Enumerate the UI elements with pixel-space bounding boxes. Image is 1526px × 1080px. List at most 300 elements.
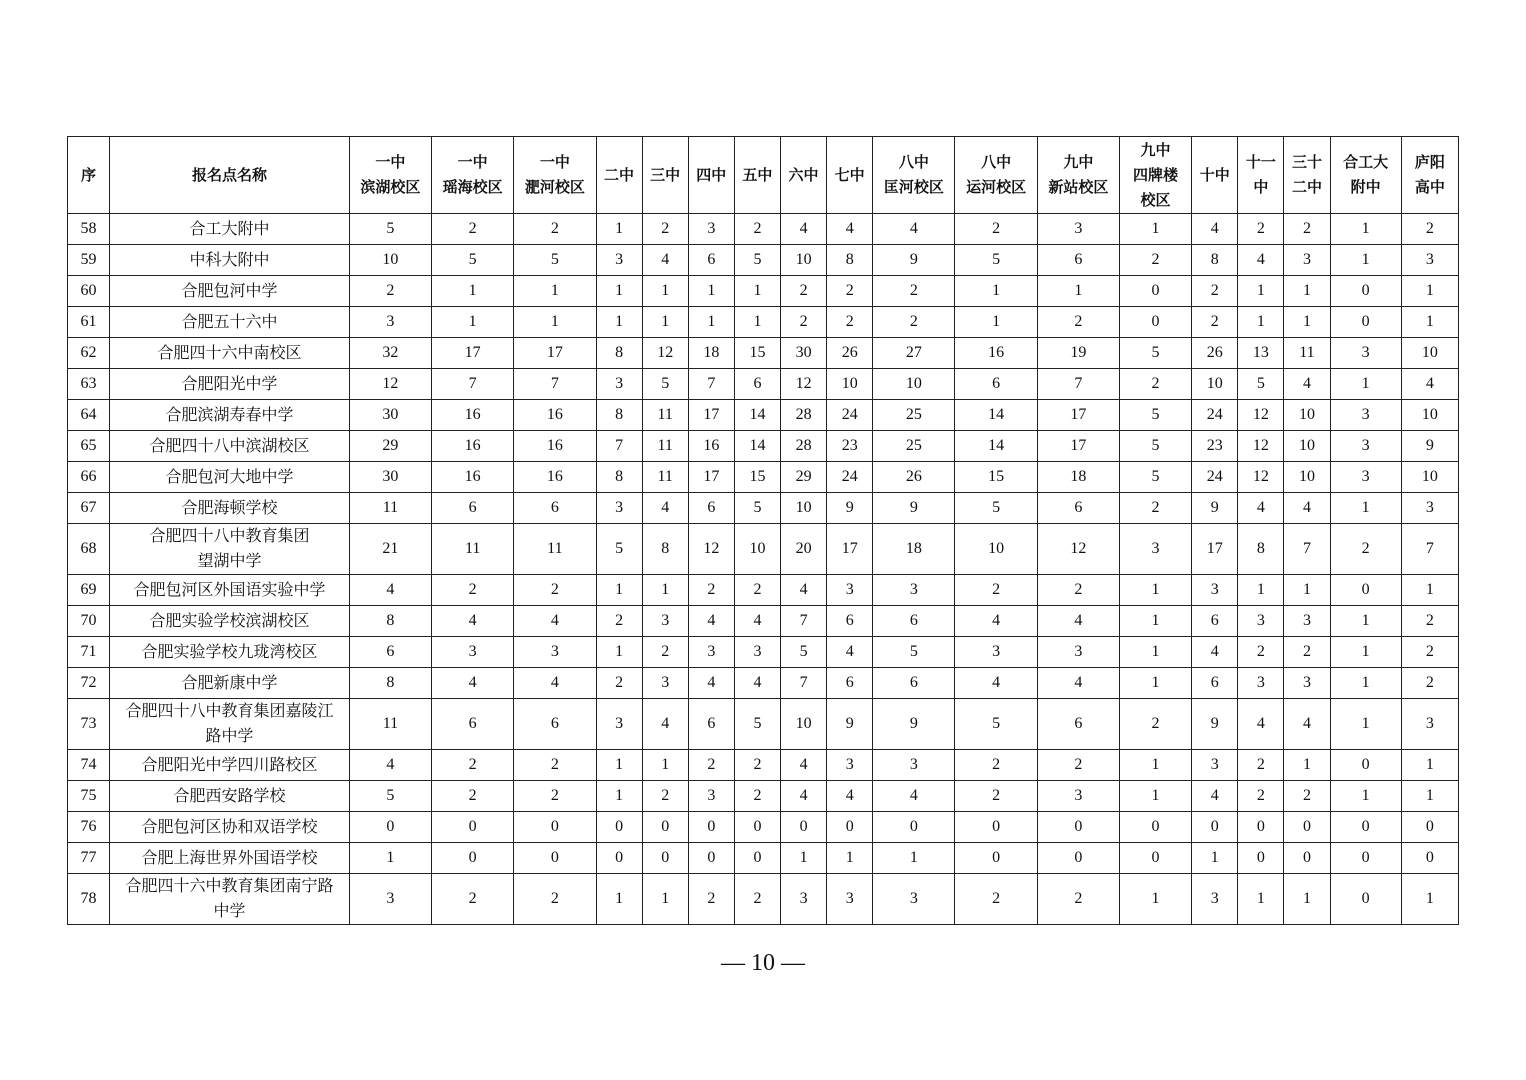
quota-cell: 24	[1192, 462, 1238, 493]
table-row	[68, 400, 1459, 431]
quota-cell: 0	[1330, 575, 1401, 606]
quota-cell: 3	[514, 637, 596, 668]
quota-cell: 5	[781, 637, 827, 668]
quota-cell: 2	[688, 750, 734, 781]
quota-cell: 2	[688, 575, 734, 606]
quota-cell: 2	[955, 214, 1037, 245]
quota-cell: 1	[1401, 307, 1458, 338]
quota-cell: 3	[1401, 699, 1458, 750]
quota-cell: 11	[349, 699, 431, 750]
quota-cell: 1	[1330, 369, 1401, 400]
quota-cell: 2	[596, 668, 642, 699]
table-row	[68, 843, 1459, 874]
quota-cell: 11	[432, 524, 514, 575]
site-name-cell: 合肥四十八中教育集团 望湖中学	[110, 524, 350, 575]
quota-cell: 1	[1330, 214, 1401, 245]
quota-cell: 3	[955, 637, 1037, 668]
quota-cell: 11	[642, 431, 688, 462]
quota-cell: 0	[1330, 812, 1401, 843]
quota-cell: 2	[955, 874, 1037, 925]
table-row	[68, 338, 1459, 369]
quota-cell: 1	[596, 575, 642, 606]
site-name-cell: 合肥四十六中南校区	[110, 338, 350, 369]
quota-cell: 6	[1037, 245, 1119, 276]
quota-cell: 4	[1238, 245, 1284, 276]
quota-cell: 4	[955, 668, 1037, 699]
quota-cell: 32	[349, 338, 431, 369]
quota-cell: 4	[734, 606, 780, 637]
quota-cell: 4	[827, 781, 873, 812]
quota-cell: 17	[1192, 524, 1238, 575]
quota-cell: 0	[734, 843, 780, 874]
quota-cell: 3	[827, 575, 873, 606]
quota-cell: 2	[349, 276, 431, 307]
quota-cell: 12	[642, 338, 688, 369]
quota-cell: 16	[432, 431, 514, 462]
quota-cell: 3	[873, 750, 955, 781]
header-school: 五中	[734, 137, 780, 214]
quota-cell: 10	[1284, 400, 1330, 431]
quota-cell: 25	[873, 431, 955, 462]
quota-cell: 15	[734, 338, 780, 369]
quota-cell: 14	[734, 400, 780, 431]
quota-cell: 2	[642, 781, 688, 812]
quota-cell: 10	[1401, 462, 1458, 493]
quota-cell: 17	[827, 524, 873, 575]
row-index-cell: 73	[68, 699, 110, 750]
quota-cell: 7	[781, 606, 827, 637]
quota-cell: 3	[1330, 462, 1401, 493]
quota-cell: 7	[688, 369, 734, 400]
quota-cell: 3	[596, 369, 642, 400]
quota-cell: 28	[781, 400, 827, 431]
row-index-cell: 72	[68, 668, 110, 699]
quota-cell: 1	[1238, 276, 1284, 307]
quota-cell: 0	[1330, 307, 1401, 338]
quota-cell: 4	[1284, 369, 1330, 400]
quota-cell: 1	[596, 307, 642, 338]
quota-cell: 1	[734, 276, 780, 307]
quota-cell: 12	[1238, 431, 1284, 462]
quota-cell: 2	[1192, 276, 1238, 307]
row-index-cell: 61	[68, 307, 110, 338]
quota-cell: 10	[781, 245, 827, 276]
quota-cell: 6	[1192, 606, 1238, 637]
quota-cell: 1	[1284, 575, 1330, 606]
table-row	[68, 668, 1459, 699]
quota-cell: 2	[734, 781, 780, 812]
quota-cell: 1	[1401, 874, 1458, 925]
quota-cell: 2	[734, 874, 780, 925]
header-school: 一中 淝河校区	[514, 137, 596, 214]
quota-cell: 6	[514, 493, 596, 524]
header-school: 十中	[1192, 137, 1238, 214]
quota-cell: 3	[827, 874, 873, 925]
quota-cell: 2	[596, 606, 642, 637]
site-name-cell: 合肥包河中学	[110, 276, 350, 307]
site-name-cell: 合肥西安路学校	[110, 781, 350, 812]
row-index-cell: 70	[68, 606, 110, 637]
quota-cell: 8	[349, 668, 431, 699]
quota-cell: 9	[1401, 431, 1458, 462]
quota-cell: 2	[642, 214, 688, 245]
quota-cell: 16	[688, 431, 734, 462]
quota-cell: 2	[734, 214, 780, 245]
site-name-cell: 合肥五十六中	[110, 307, 350, 338]
quota-cell: 2	[1284, 781, 1330, 812]
quota-cell: 0	[1037, 812, 1119, 843]
quota-cell: 3	[349, 874, 431, 925]
header-school: 一中 瑶海校区	[432, 137, 514, 214]
header-school: 庐阳 高中	[1401, 137, 1458, 214]
table-row	[68, 606, 1459, 637]
quota-cell: 1	[596, 276, 642, 307]
quota-cell: 17	[432, 338, 514, 369]
quota-cell: 12	[1238, 462, 1284, 493]
quota-cell: 11	[1284, 338, 1330, 369]
table-row	[68, 462, 1459, 493]
table-row	[68, 812, 1459, 843]
quota-cell: 18	[1037, 462, 1119, 493]
quota-cell: 0	[514, 812, 596, 843]
quota-cell: 1	[1284, 307, 1330, 338]
quota-cell: 4	[1284, 699, 1330, 750]
quota-cell: 3	[1037, 781, 1119, 812]
quota-cell: 15	[734, 462, 780, 493]
quota-cell: 2	[955, 781, 1037, 812]
quota-cell: 5	[873, 637, 955, 668]
quota-cell: 8	[596, 400, 642, 431]
quota-cell: 24	[827, 400, 873, 431]
quota-cell: 5	[734, 245, 780, 276]
quota-cell: 4	[734, 668, 780, 699]
quota-cell: 3	[596, 699, 642, 750]
quota-cell: 26	[1192, 338, 1238, 369]
quota-cell: 6	[432, 699, 514, 750]
quota-cell: 4	[1238, 493, 1284, 524]
quota-cell: 1	[642, 874, 688, 925]
quota-cell: 2	[514, 781, 596, 812]
quota-cell: 2	[1119, 369, 1191, 400]
quota-cell: 2	[873, 276, 955, 307]
quota-cell: 14	[734, 431, 780, 462]
quota-cell: 6	[827, 606, 873, 637]
quota-cell: 5	[349, 781, 431, 812]
page-number: — 10 —	[721, 950, 805, 976]
header-school: 九中 新站校区	[1037, 137, 1119, 214]
quota-cell: 5	[596, 524, 642, 575]
quota-cell: 7	[596, 431, 642, 462]
quota-cell: 2	[432, 575, 514, 606]
row-index-cell: 69	[68, 575, 110, 606]
quota-cell: 18	[873, 524, 955, 575]
quota-cell: 1	[1238, 575, 1284, 606]
quota-cell: 0	[1330, 874, 1401, 925]
quota-cell: 1	[1119, 874, 1191, 925]
table-row	[68, 874, 1459, 925]
quota-cell: 4	[781, 575, 827, 606]
quota-cell: 5	[1119, 400, 1191, 431]
quota-cell: 1	[1330, 781, 1401, 812]
quota-cell: 6	[688, 245, 734, 276]
table-row	[68, 575, 1459, 606]
quota-cell: 0	[642, 812, 688, 843]
quota-table	[67, 136, 1459, 925]
quota-cell: 3	[1192, 575, 1238, 606]
quota-cell: 0	[734, 812, 780, 843]
quota-cell: 10	[873, 369, 955, 400]
quota-cell: 2	[432, 874, 514, 925]
quota-cell: 4	[1192, 781, 1238, 812]
quota-cell: 5	[432, 245, 514, 276]
quota-cell: 1	[1330, 606, 1401, 637]
quota-cell: 1	[873, 843, 955, 874]
quota-cell: 1	[1119, 781, 1191, 812]
site-name-cell: 合肥实验学校九珑湾校区	[110, 637, 350, 668]
quota-cell: 2	[1119, 245, 1191, 276]
quota-cell: 0	[1192, 812, 1238, 843]
quota-cell: 4	[432, 606, 514, 637]
quota-cell: 2	[514, 214, 596, 245]
quota-cell: 12	[688, 524, 734, 575]
quota-cell: 25	[873, 400, 955, 431]
quota-cell: 3	[349, 307, 431, 338]
quota-cell: 1	[642, 575, 688, 606]
quota-cell: 4	[688, 606, 734, 637]
quota-cell: 8	[827, 245, 873, 276]
quota-cell: 4	[781, 781, 827, 812]
quota-cell: 9	[827, 699, 873, 750]
quota-cell: 3	[596, 493, 642, 524]
quota-cell: 5	[514, 245, 596, 276]
quota-cell: 11	[514, 524, 596, 575]
quota-cell: 3	[1238, 668, 1284, 699]
quota-cell: 3	[1192, 874, 1238, 925]
quota-cell: 2	[1037, 575, 1119, 606]
quota-cell: 3	[1192, 750, 1238, 781]
quota-cell: 4	[1238, 699, 1284, 750]
table-row	[68, 524, 1459, 575]
quota-cell: 18	[688, 338, 734, 369]
header-school: 三十 二中	[1284, 137, 1330, 214]
table-row	[68, 781, 1459, 812]
table-row	[68, 493, 1459, 524]
quota-cell: 4	[432, 668, 514, 699]
quota-cell: 2	[432, 781, 514, 812]
quota-cell: 4	[642, 493, 688, 524]
quota-cell: 7	[781, 668, 827, 699]
quota-cell: 0	[642, 843, 688, 874]
quota-cell: 11	[642, 462, 688, 493]
row-index-cell: 78	[68, 874, 110, 925]
quota-cell: 27	[873, 338, 955, 369]
quota-cell: 5	[955, 699, 1037, 750]
quota-cell: 11	[349, 493, 431, 524]
quota-cell: 2	[1037, 750, 1119, 781]
quota-cell: 3	[1401, 245, 1458, 276]
header-school: 四中	[688, 137, 734, 214]
quota-cell: 0	[1330, 843, 1401, 874]
quota-cell: 4	[642, 245, 688, 276]
quota-cell: 0	[596, 843, 642, 874]
quota-cell: 4	[642, 699, 688, 750]
row-index-cell: 76	[68, 812, 110, 843]
quota-cell: 24	[1192, 400, 1238, 431]
quota-cell: 3	[1330, 431, 1401, 462]
quota-cell: 0	[1037, 843, 1119, 874]
quota-cell: 1	[1119, 575, 1191, 606]
table-row	[68, 276, 1459, 307]
quota-cell: 21	[349, 524, 431, 575]
header-school: 八中 运河校区	[955, 137, 1037, 214]
quota-cell: 1	[1330, 245, 1401, 276]
quota-cell: 4	[1192, 214, 1238, 245]
quota-cell: 1	[827, 843, 873, 874]
quota-cell: 16	[432, 400, 514, 431]
header-school: 九中 四牌楼 校区	[1119, 137, 1191, 214]
quota-cell: 6	[688, 699, 734, 750]
quota-cell: 0	[1119, 843, 1191, 874]
quota-cell: 2	[1238, 637, 1284, 668]
row-index-cell: 68	[68, 524, 110, 575]
quota-cell: 2	[1401, 214, 1458, 245]
quota-cell: 17	[1037, 400, 1119, 431]
row-index-cell: 62	[68, 338, 110, 369]
quota-cell: 23	[1192, 431, 1238, 462]
site-name-cell: 合肥包河区协和双语学校	[110, 812, 350, 843]
quota-cell: 1	[642, 276, 688, 307]
quota-cell: 2	[734, 575, 780, 606]
quota-cell: 1	[596, 214, 642, 245]
header-school: 三中	[642, 137, 688, 214]
quota-cell: 2	[827, 276, 873, 307]
quota-cell: 2	[514, 575, 596, 606]
header-school: 八中 匡河校区	[873, 137, 955, 214]
quota-cell: 10	[1401, 338, 1458, 369]
header-index: 序	[68, 137, 110, 214]
quota-cell: 0	[827, 812, 873, 843]
quota-cell: 2	[514, 874, 596, 925]
quota-cell: 8	[642, 524, 688, 575]
quota-cell: 2	[1238, 750, 1284, 781]
quota-cell: 8	[1192, 245, 1238, 276]
header-school: 一中 滨湖校区	[349, 137, 431, 214]
quota-cell: 1	[1330, 637, 1401, 668]
quota-cell: 3	[1284, 606, 1330, 637]
quota-cell: 15	[955, 462, 1037, 493]
quota-cell: 3	[1284, 245, 1330, 276]
table-row	[68, 750, 1459, 781]
row-index-cell: 63	[68, 369, 110, 400]
quota-cell: 0	[781, 812, 827, 843]
quota-cell: 0	[514, 843, 596, 874]
site-name-cell: 合肥滨湖寿春中学	[110, 400, 350, 431]
quota-cell: 12	[781, 369, 827, 400]
quota-cell: 4	[955, 606, 1037, 637]
quota-cell: 2	[873, 307, 955, 338]
quota-cell: 5	[1119, 431, 1191, 462]
quota-cell: 1	[688, 307, 734, 338]
site-name-cell: 合肥海顿学校	[110, 493, 350, 524]
quota-cell: 8	[1238, 524, 1284, 575]
table-row	[68, 307, 1459, 338]
quota-cell: 12	[1037, 524, 1119, 575]
quota-cell: 5	[734, 493, 780, 524]
quota-cell: 1	[1284, 276, 1330, 307]
quota-cell: 2	[432, 214, 514, 245]
quota-cell: 4	[349, 750, 431, 781]
row-index-cell: 60	[68, 276, 110, 307]
site-name-cell: 合肥阳光中学	[110, 369, 350, 400]
site-name-cell: 中科大附中	[110, 245, 350, 276]
quota-cell: 6	[688, 493, 734, 524]
quota-cell: 1	[1119, 606, 1191, 637]
quota-cell: 3	[688, 214, 734, 245]
quota-cell: 0	[873, 812, 955, 843]
quota-cell: 1	[596, 750, 642, 781]
quota-cell: 1	[432, 276, 514, 307]
quota-cell: 1	[1401, 750, 1458, 781]
quota-cell: 3	[734, 637, 780, 668]
quota-cell: 5	[1238, 369, 1284, 400]
quota-cell: 5	[955, 493, 1037, 524]
quota-cell: 5	[349, 214, 431, 245]
quota-cell: 1	[642, 307, 688, 338]
quota-cell: 0	[1238, 812, 1284, 843]
quota-cell: 4	[873, 781, 955, 812]
row-index-cell: 58	[68, 214, 110, 245]
quota-cell: 28	[781, 431, 827, 462]
table-body	[68, 214, 1459, 925]
quota-cell: 9	[1192, 699, 1238, 750]
quota-cell: 2	[1401, 606, 1458, 637]
quota-cell: 6	[734, 369, 780, 400]
quota-cell: 10	[734, 524, 780, 575]
quota-cell: 1	[688, 276, 734, 307]
quota-cell: 4	[781, 750, 827, 781]
quota-cell: 4	[1401, 369, 1458, 400]
quota-cell: 10	[1192, 369, 1238, 400]
site-name-cell: 合工大附中	[110, 214, 350, 245]
quota-cell: 0	[1119, 276, 1191, 307]
quota-cell: 3	[1037, 214, 1119, 245]
row-index-cell: 75	[68, 781, 110, 812]
quota-cell: 16	[514, 431, 596, 462]
quota-cell: 1	[1330, 668, 1401, 699]
quota-cell: 0	[688, 843, 734, 874]
quota-cell: 5	[1119, 338, 1191, 369]
quota-cell: 0	[1401, 812, 1458, 843]
quota-cell: 7	[1401, 524, 1458, 575]
quota-cell: 6	[1037, 699, 1119, 750]
quota-cell: 0	[1238, 843, 1284, 874]
row-index-cell: 77	[68, 843, 110, 874]
quota-cell: 26	[873, 462, 955, 493]
quota-cell: 1	[596, 781, 642, 812]
site-name-cell: 合肥实验学校滨湖校区	[110, 606, 350, 637]
table-row	[68, 699, 1459, 750]
quota-cell: 2	[1238, 214, 1284, 245]
quota-cell: 1	[955, 276, 1037, 307]
site-name-cell: 合肥四十六中教育集团南宁路 中学	[110, 874, 350, 925]
quota-cell: 23	[827, 431, 873, 462]
quota-cell: 5	[1119, 462, 1191, 493]
row-index-cell: 71	[68, 637, 110, 668]
quota-cell: 6	[514, 699, 596, 750]
quota-cell: 24	[827, 462, 873, 493]
quota-cell: 2	[432, 750, 514, 781]
quota-cell: 1	[1330, 493, 1401, 524]
